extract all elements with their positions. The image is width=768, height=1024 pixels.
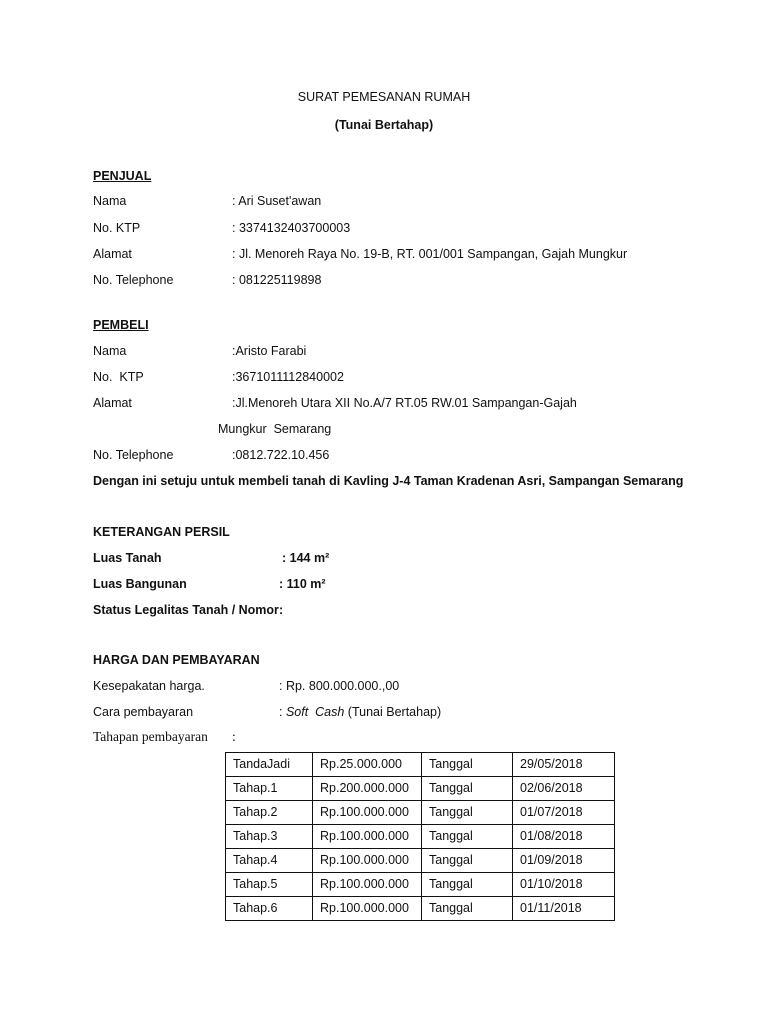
pembeli-nama-label: Nama	[93, 344, 127, 358]
payment-date-cell: 02/06/2018	[513, 777, 615, 801]
payment-date-cell: 01/08/2018	[513, 825, 615, 849]
payment-date-label-cell: Tanggal	[422, 801, 513, 825]
payment-stage-cell: Tahap.4	[226, 849, 313, 873]
persil-heading: KETERANGAN PERSIL	[93, 525, 230, 539]
payment-amount-cell: Rp.25.000.000	[313, 753, 422, 777]
payment-schedule-body	[226, 753, 615, 921]
pembeli-alamat-label: Alamat	[93, 396, 132, 410]
table-row	[226, 753, 615, 777]
purchase-statement: Dengan ini setuju untuk membeli tanah di Kavling J-4 Taman Kradenan Asri, Sampangan Semarang	[93, 474, 684, 488]
cara-suffix: (Tunai Bertahap)	[344, 705, 442, 719]
pembeli-ktp-label: No. KTP	[93, 370, 144, 384]
payment-amount-cell: Rp.100.000.000	[313, 849, 422, 873]
payment-stage-cell: TandaJadi	[226, 753, 313, 777]
luas-bangunan-value: : 110 m²	[279, 577, 326, 591]
pembeli-alamat-value: :Jl.Menoreh Utara XII No.A/7 RT.05 RW.01 Sampangan-Gajah	[232, 396, 577, 410]
payment-date-label-cell: Tanggal	[422, 753, 513, 777]
luas-tanah-value: : 144 m²	[282, 551, 330, 565]
payment-amount-cell: Rp.100.000.000	[313, 897, 422, 921]
payment-date-cell: 01/10/2018	[513, 873, 615, 897]
table-row	[226, 801, 615, 825]
penjual-telephone-label: No. Telephone	[93, 273, 174, 287]
pembeli-alamat-continuation: Mungkur Semarang	[218, 422, 332, 436]
payment-stage-cell: Tahap.3	[226, 825, 313, 849]
payment-date-cell: 01/09/2018	[513, 849, 615, 873]
payment-amount-cell: Rp.200.000.000	[313, 777, 422, 801]
document-title: SURAT PEMESANAN RUMAH	[297, 90, 471, 104]
pembeli-heading: PEMBELI	[93, 318, 149, 332]
penjual-nama-label: Nama	[93, 194, 127, 208]
luas-tanah-label: Luas Tanah	[93, 551, 162, 565]
table-row	[226, 777, 615, 801]
cara-italic: Soft Cash	[285, 705, 345, 719]
payment-date-label-cell: Tanggal	[422, 873, 513, 897]
pembeli-telephone-value: :0812.722.10.456	[232, 448, 330, 462]
payment-stage-cell: Tahap.6	[226, 897, 313, 921]
payment-stage-cell: Tahap.2	[226, 801, 313, 825]
payment-date-label-cell: Tanggal	[422, 897, 513, 921]
payment-date-cell: 01/11/2018	[513, 897, 615, 921]
document-subtitle: (Tunai Bertahap)	[334, 118, 434, 132]
payment-amount-cell: Rp.100.000.000	[313, 873, 422, 897]
table-row	[226, 825, 615, 849]
payment-date-label-cell: Tanggal	[422, 825, 513, 849]
penjual-alamat-label: Alamat	[93, 247, 132, 261]
tahapan-colon: :	[232, 729, 236, 744]
cara-pembayaran-value	[279, 704, 441, 720]
kesepakatan-label: Kesepakatan harga.	[93, 679, 205, 693]
payment-schedule-table	[225, 752, 615, 921]
payment-stage-cell: Tahap.5	[226, 873, 313, 897]
payment-stage-cell: Tahap.1	[226, 777, 313, 801]
penjual-alamat-value: : Jl. Menoreh Raya No. 19-B, RT. 001/001 Sampangan, Gajah Mungkur	[232, 247, 628, 261]
table-row	[226, 849, 615, 873]
pembeli-ktp-value: :3671011112840002	[232, 370, 344, 384]
pembeli-telephone-label: No. Telephone	[93, 448, 174, 462]
harga-heading: HARGA DAN PEMBAYARAN	[93, 653, 260, 667]
penjual-ktp-value: : 3374132403700003	[232, 221, 351, 235]
table-row	[226, 897, 615, 921]
table-row	[226, 873, 615, 897]
payment-date-label-cell: Tanggal	[422, 777, 513, 801]
cara-pembayaran-label: Cara pembayaran	[93, 705, 194, 719]
payment-date-cell: 01/07/2018	[513, 801, 615, 825]
penjual-ktp-label: No. KTP	[93, 221, 141, 235]
payment-amount-cell: Rp.100.000.000	[313, 801, 422, 825]
payment-date-cell: 29/05/2018	[513, 753, 615, 777]
penjual-nama-value: : Ari Suset'awan	[232, 194, 322, 208]
kesepakatan-value: : Rp. 800.000.000.,00	[279, 679, 400, 693]
pembeli-nama-value: :Aristo Farabi	[232, 344, 307, 358]
penjual-telephone-value: : 081225119898	[232, 273, 322, 287]
status-legalitas-value: :	[279, 603, 284, 617]
penjual-heading: PENJUAL	[93, 169, 152, 183]
status-legalitas-label: Status Legalitas Tanah / Nomor	[93, 603, 279, 617]
luas-bangunan-label: Luas Bangunan	[93, 577, 187, 591]
cara-prefix: :	[279, 705, 286, 719]
tahapan-label: Tahapan pembayaran	[93, 729, 208, 744]
payment-amount-cell: Rp.100.000.000	[313, 825, 422, 849]
payment-date-label-cell: Tanggal	[422, 849, 513, 873]
